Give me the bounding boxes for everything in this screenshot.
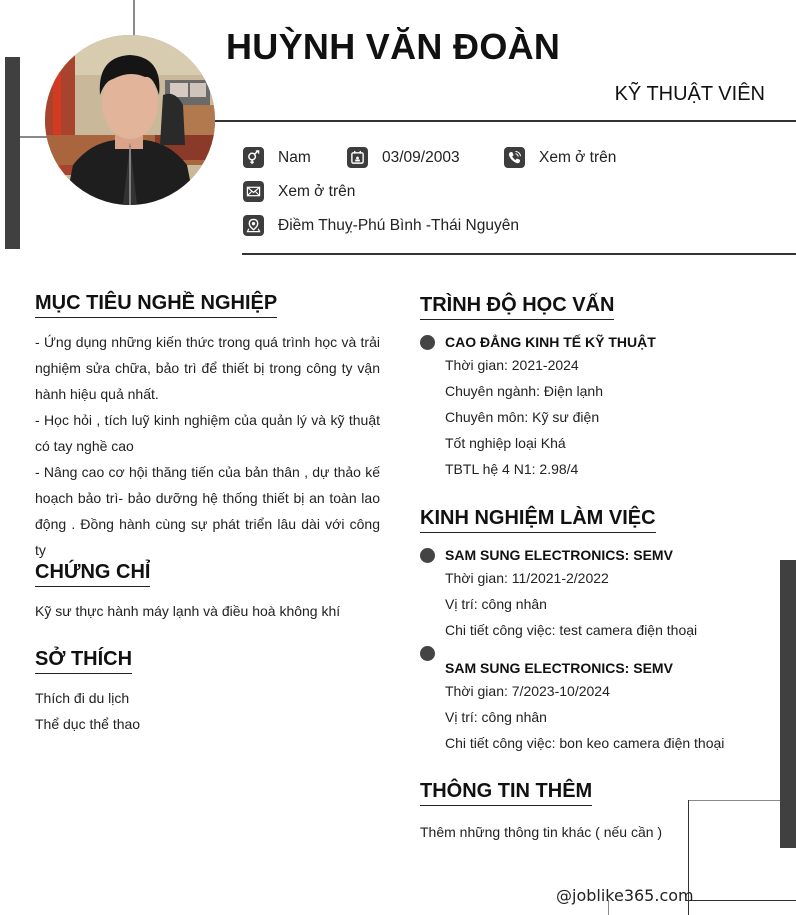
experience-bullet bbox=[420, 548, 435, 563]
address-value: Điềm Thuỵ-Phú Bình -Thái Nguyên bbox=[278, 216, 519, 234]
profile-photo bbox=[45, 35, 215, 205]
location-icon bbox=[243, 215, 264, 236]
job-title: KỸ THUẬT VIÊN bbox=[614, 83, 765, 105]
mail-icon bbox=[243, 181, 264, 202]
calendar-icon bbox=[347, 147, 368, 168]
certificates-title: CHỨNG CHỈ bbox=[35, 561, 150, 587]
experience-bullet bbox=[420, 646, 435, 661]
contact-phone bbox=[504, 147, 616, 168]
certificate-item: Kỹ sư thực hành máy lạnh và điều hoà không khí bbox=[35, 603, 341, 619]
top-connector-line bbox=[133, 0, 135, 36]
header-divider-top bbox=[215, 120, 796, 122]
left-accent-bar bbox=[5, 57, 20, 249]
education-line: Chuyên môn: Kỹ sư điện bbox=[445, 409, 600, 425]
additional-info-text: Thêm những thông tin khác ( nếu cần ) bbox=[420, 824, 663, 840]
hobby-item: Thể dục thể thao bbox=[35, 716, 141, 732]
education-school: CAO ĐẲNG KINH TẾ KỸ THUẬT bbox=[445, 334, 656, 350]
phone-value: Xem ở trên bbox=[539, 148, 617, 166]
phone-icon bbox=[504, 147, 525, 168]
watermark: @joblike365.com bbox=[556, 886, 694, 905]
experience-line: Vị trí: công nhân bbox=[445, 596, 547, 612]
experience-company: SAM SUNG ELECTRONICS: SEMV bbox=[445, 547, 673, 563]
experience-line: Thời gian: 7/2023-10/2024 bbox=[445, 683, 610, 699]
profile-photo-illustration bbox=[45, 35, 215, 205]
experience-line: Chi tiết công việc: test camera điện thoại bbox=[445, 622, 698, 638]
email-value: Xem ở trên bbox=[278, 182, 356, 200]
header-divider-bottom bbox=[242, 253, 796, 255]
objective-title: MỤC TIÊU NGHỀ NGHIỆP bbox=[35, 292, 277, 318]
education-line: Tốt nghiệp loại Khá bbox=[445, 435, 566, 451]
left-connector-line bbox=[20, 136, 48, 138]
objective-paragraph: - Học hỏi , tích luỹ kinh nghiệm của quản lý và kỹ thuật có tay nghề cao bbox=[35, 412, 380, 454]
education-line: Thời gian: 2021-2024 bbox=[445, 357, 579, 373]
experience-line: Vị trí: công nhân bbox=[445, 709, 547, 725]
contact-email bbox=[243, 181, 355, 202]
contact-gender bbox=[243, 147, 311, 168]
additional-info-title: THÔNG TIN THÊM bbox=[420, 780, 592, 806]
experience-line: Thời gian: 11/2021-2/2022 bbox=[445, 570, 609, 586]
hobby-item: Thích đi du lịch bbox=[35, 690, 130, 706]
objective-paragraph: - Nâng cao cơ hội thăng tiến của bản thân , dự thảo kế hoạch bảo trì- bảo dưỡng hệ thống thiết bị an toàn lao động . Đồng hành cùng sự phát triển lâu dài với công ty bbox=[35, 464, 380, 558]
contact-address bbox=[243, 215, 519, 236]
hobbies-title: SỞ THÍCH bbox=[35, 648, 132, 674]
contact-birthday bbox=[347, 147, 460, 168]
education-line: Chuyên ngành: Điện lạnh bbox=[445, 383, 604, 399]
experience-title: KINH NGHIỆM LÀM VIỆC bbox=[420, 507, 656, 533]
objective-paragraph: - Ứng dụng những kiến thức trong quá trình học và trải nghiệm sửa chữa, bảo trì để thiết bị trong công ty vận hành hiệu quả nhất. bbox=[35, 334, 380, 402]
gender-value: Nam bbox=[278, 148, 311, 166]
bottom-rule-line bbox=[686, 900, 796, 901]
experience-company: SAM SUNG ELECTRONICS: SEMV bbox=[445, 660, 673, 676]
education-title: TRÌNH ĐỘ HỌC VẤN bbox=[420, 294, 614, 320]
corner-box-top-line bbox=[688, 800, 780, 801]
gender-icon bbox=[243, 147, 264, 168]
education-bullet bbox=[420, 335, 435, 350]
candidate-name: HUỲNH VĂN ĐOÀN bbox=[226, 26, 561, 67]
right-accent-bar bbox=[780, 560, 796, 848]
birthday-value: 03/09/2003 bbox=[382, 148, 460, 166]
experience-line: Chi tiết công việc: bon keo camera điện thoại bbox=[445, 735, 725, 751]
education-line: TBTL hệ 4 N1: 2.98/4 bbox=[445, 461, 579, 477]
